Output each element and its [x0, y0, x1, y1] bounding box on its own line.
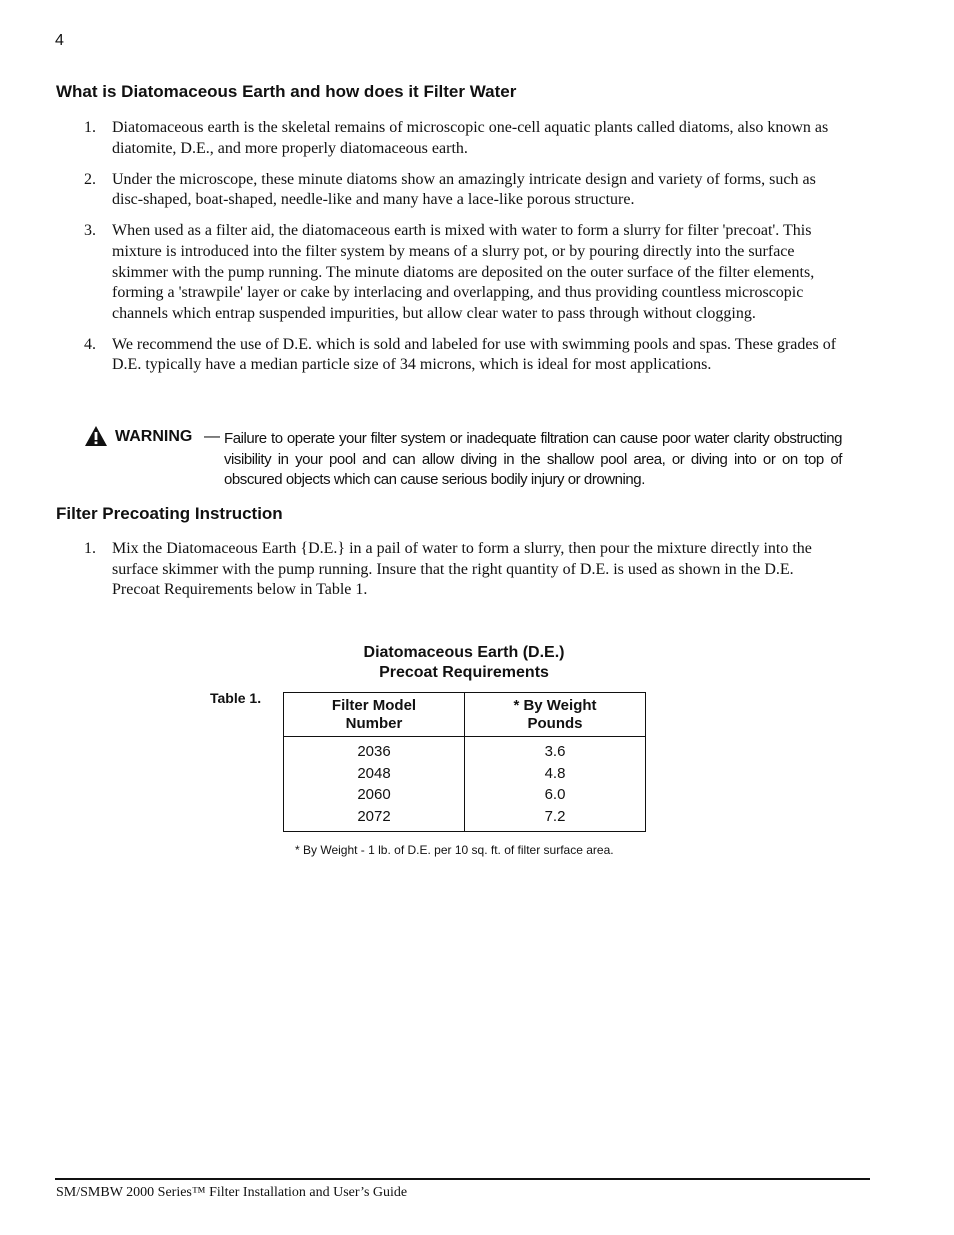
- header-line: Filter Model: [331, 697, 417, 714]
- list-item-number: 1.: [84, 119, 96, 136]
- list-item: [0, 539, 844, 601]
- weight-value-cell: 7.2: [544, 807, 566, 825]
- table-body-row: [284, 737, 646, 832]
- list-item-text: Mix the Diatomaceous Earth {D.E.} in a pail of water to form a slurry, then pour the mixture directly into the surface skimmer with the pump running. Insure that the right quantity of D.E. is used as shown in the D.E. Precoat Requirements below in Table 1.: [112, 540, 812, 599]
- table-header-row: [284, 693, 646, 737]
- warning-label: WARNING: [115, 428, 193, 445]
- section-heading-filter-precoating: Filter Precoating Instruction: [56, 504, 283, 523]
- footer-title: SM/SMBW 2000 Series™ Filter Installation and User’s Guide: [56, 1185, 408, 1200]
- list-item-number: 1.: [84, 540, 96, 557]
- model-number-cell: 2060: [357, 786, 391, 803]
- section-heading-diatomaceous-earth: What is Diatomaceous Earth and how does it Filter Water: [56, 82, 517, 101]
- model-number-cell: 2036: [357, 743, 391, 760]
- header-line: Number: [345, 715, 403, 732]
- column-header-by-weight: [465, 693, 646, 737]
- precoating-list: [0, 539, 954, 611]
- list-item: [0, 170, 844, 211]
- list-item-text: Under the microscope, these minute diatoms show an amazingly intricate design and variety of forms, such as disc-shaped, boat-shaped, needle-like and many have a lace-like porous structure.: [112, 170, 816, 209]
- list-item-text: When used as a filter aid, the diatomaceous earth is mixed with water to form a slurry for filter 'precoat'. This mixture is introduced into the filter system by means of a slurry pot, or by pouring directly into the surface skimmer with the pump running. The minute diatoms are deposited on the outer surface of the filter elements, forming a 'strawpile' layer or cake by interlacing and overlapping, and thus providing countless microscopic channels which entrap suspended impurities, but allow clear water to pass through without clogging.: [112, 222, 815, 322]
- list-item-text: Diatomaceous earth is the skeletal remains of microscopic one-cell aquatic plants called diatoms, also known as diatomite, D.E., and more properly diatomaceous earth.: [112, 119, 829, 157]
- table-label: Table 1.: [210, 690, 262, 706]
- list-item: [0, 335, 844, 376]
- warning-triangle-icon: [84, 425, 108, 447]
- precoat-requirements-table: [283, 692, 646, 832]
- warning-text: Failure to operate your filter system or inadequate filtration can cause poor water clarity obstructing visibility in your pool and can allow diving in the shallow pool area, or diving into or on top of obscured objects which can cause serious bodily injury or drowning.: [224, 430, 842, 488]
- weight-value-cell: 4.8: [544, 764, 566, 782]
- weight-value-cell: 6.0: [544, 786, 566, 803]
- list-item: [0, 118, 844, 159]
- column-header-filter-model: [284, 693, 465, 737]
- table-title: [284, 643, 644, 683]
- diatomaceous-earth-list: [0, 118, 954, 387]
- warning-dash: —: [204, 428, 220, 445]
- weight-column-cell: [465, 737, 646, 832]
- model-number-cell: 2048: [357, 764, 391, 782]
- header-line: * By Weight: [513, 697, 597, 714]
- footer-divider: [55, 1178, 870, 1180]
- weight-value-cell: 3.6: [544, 743, 566, 760]
- list-item-number: 3.: [84, 222, 96, 240]
- table-footnote: * By Weight - 1 lb. of D.E. per 10 sq. ft. of filter surface area.: [295, 843, 614, 857]
- list-item-text: We recommend the use of D.E. which is sold and labeled for use with swimming pools and spas. These grades of D.E. typically have a median particle size of 34 microns, which is ideal for most applications.: [112, 335, 837, 374]
- model-number-cell: 2072: [357, 807, 391, 825]
- list-item-number: 2.: [84, 170, 96, 188]
- page-number: 4: [55, 32, 64, 49]
- model-column-cell: [284, 737, 465, 832]
- table-title-line: Diatomaceous Earth (D.E.): [363, 644, 565, 661]
- table-title-line: Precoat Requirements: [379, 664, 549, 681]
- list-item-number: 4.: [84, 335, 96, 353]
- list-item: [0, 221, 844, 324]
- header-line: Pounds: [527, 715, 583, 732]
